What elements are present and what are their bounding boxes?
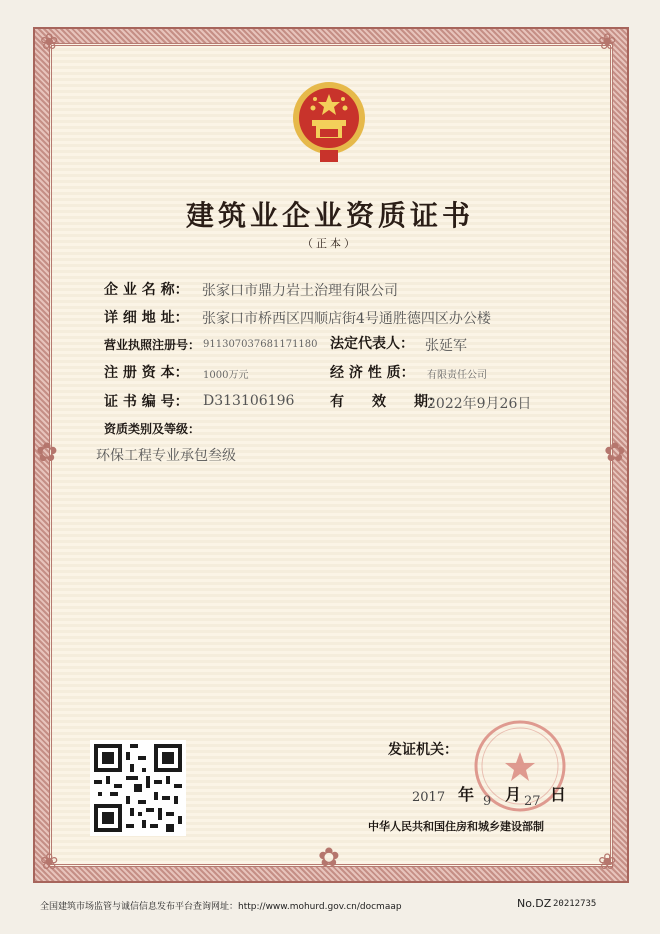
year-unit: 年 bbox=[458, 785, 475, 804]
month-unit: 月 bbox=[505, 785, 522, 804]
cert-no-label: 证 书 编 号： bbox=[104, 394, 189, 410]
capital-label: 注 册 资 本： bbox=[104, 365, 189, 381]
license-label: 营业执照注册号： bbox=[104, 338, 201, 352]
qualification-value: 环保工程专业承包叁级 bbox=[96, 448, 236, 464]
economy-label: 经 济 性 质： bbox=[330, 365, 415, 381]
certificate-subtitle: （正本） bbox=[302, 237, 358, 250]
address-value: 张家口市桥西区四顺店街4号通胜德四区办公楼 bbox=[202, 311, 491, 327]
day-unit: 日 bbox=[550, 785, 567, 804]
corner-ornament: ❀ bbox=[598, 850, 617, 875]
legal-rep-value: 张延军 bbox=[425, 338, 467, 354]
license-value: 911307037681171180 bbox=[203, 339, 318, 350]
corner-ornament: ❀ bbox=[40, 850, 59, 875]
issue-day: 27 bbox=[524, 794, 541, 809]
issue-month: 9 bbox=[483, 794, 492, 809]
economy-value: 有限责任公司 bbox=[427, 370, 487, 381]
query-url-text: 全国建筑市场监管与诚信信息发布平台查询网址：http://www.mohurd.gov.cn/docmaap bbox=[40, 902, 402, 912]
address-label: 详 细 地 址： bbox=[104, 310, 189, 326]
serial-number: 20212735 bbox=[553, 899, 597, 909]
bottom-ornament: ✿ bbox=[318, 843, 340, 873]
ministry-name: 中华人民共和国住房和城乡建设部制 bbox=[368, 820, 544, 833]
national-emblem-icon bbox=[290, 80, 368, 164]
issue-year: 2017 bbox=[412, 790, 446, 805]
qualification-label: 资质类别及等级： bbox=[104, 422, 201, 436]
certificate-title: 建筑业企业资质证书 bbox=[185, 199, 474, 232]
serial-label: No.DZ bbox=[517, 897, 552, 910]
capital-value: 1000万元 bbox=[203, 370, 249, 381]
side-ornament: ✿ bbox=[36, 438, 58, 468]
corner-ornament: ❀ bbox=[598, 30, 617, 55]
issuer-label: 发证机关： bbox=[388, 742, 458, 758]
valid-label: 有 效 期： bbox=[330, 394, 442, 410]
corner-ornament: ❀ bbox=[40, 30, 59, 55]
qr-code-icon[interactable] bbox=[90, 740, 186, 836]
valid-value: 2022年9月26日 bbox=[427, 396, 532, 412]
company-name-label: 企 业 名 称： bbox=[104, 282, 189, 298]
side-ornament: ✿ bbox=[604, 438, 626, 468]
company-name-value: 张家口市鼎力岩土治理有限公司 bbox=[202, 283, 398, 299]
cert-no-value: D313106196 bbox=[203, 393, 295, 409]
legal-rep-label: 法定代表人： bbox=[330, 336, 414, 352]
